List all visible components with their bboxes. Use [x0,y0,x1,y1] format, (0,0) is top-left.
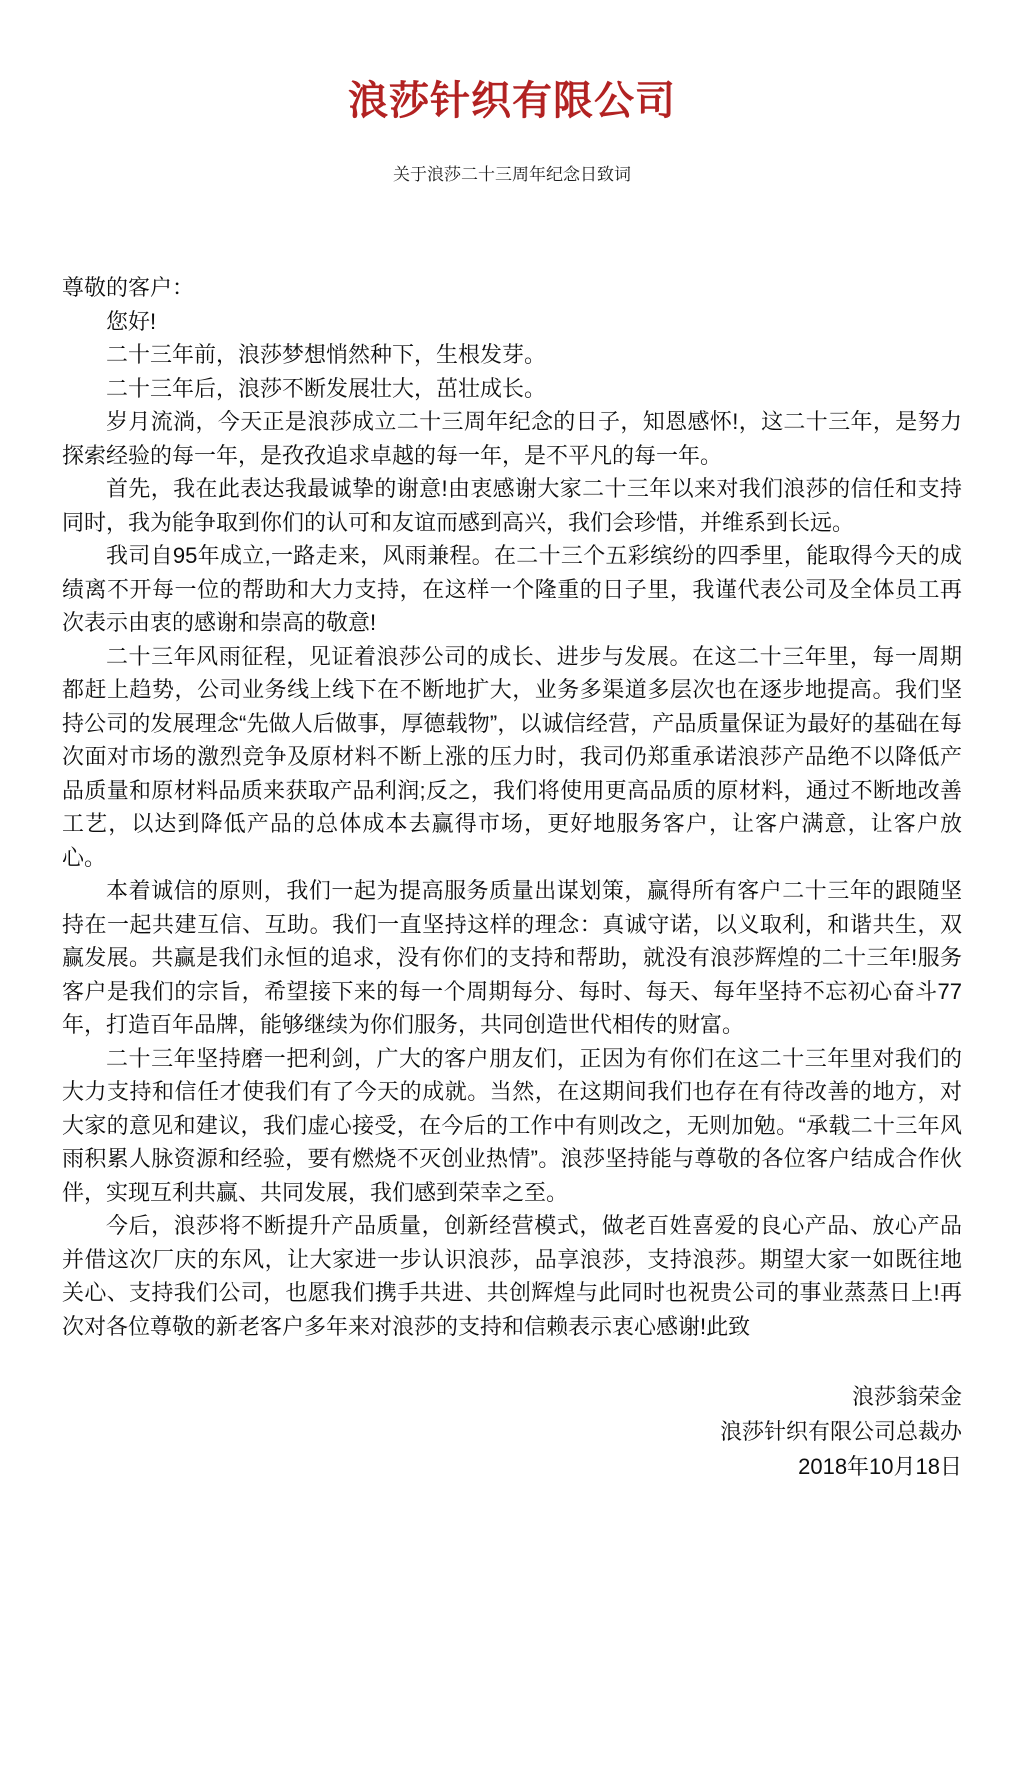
signature-name: 浪莎翁荣金 [851,1384,962,1409]
paragraph: 二十三年风雨征程，见证着浪莎公司的成长、进步与发展。在这二十三年里，每一周期都赶上趋势，公司业务线上线下在不断地扩大，业务多渠道多层次也在逐步地提高。我们坚持公司的发展理念“先做人后做事，厚德载物”，以诚信经营，产品质量保证为最好的基础在每次面对市场的激烈竞争及原材料不断上涨的压力时，我司仍郑重承诺浪莎产品绝不以降低产品质量和原材料品质来获取产品利润;反之，我们将使用更高品质的原材料，通过不断地改善工艺，以达到降低产品的总体成本去赢得市场，更好地服务客户，让客户满意，让客户放心。 [62,643,962,870]
paragraph: 岁月流淌，今天正是浪莎成立二十三周年纪念的日子，知恩感怀!，这二十三年，是努力探索经验的每一年，是孜孜追求卓越的每一年，是不平凡的每一年。 [62,409,962,468]
page-title: 浪莎针织有限公司 [348,79,676,123]
salutation: 尊敬的客户： [62,275,195,300]
paragraph: 二十三年后，浪莎不断发展壮大，茁壮成长。 [106,375,547,401]
signature-date: 2018年10月18日 [798,1454,962,1479]
signature-department: 浪莎针织有限公司总裁办 [719,1419,962,1444]
letter-body [62,271,962,1343]
paragraph: 二十三年前，浪莎梦想悄然种下，生根发芽。 [106,342,547,367]
paragraph-greeting: 您好! [106,308,157,334]
page-subtitle: 关于浪莎二十三周年纪念日致词 [393,165,631,184]
paragraph: 二十三年坚持磨一把利剑，广大的客户朋友们，正因为有你们在这二十三年里对我们的大力支持和信任才使我们有了今天的成就。当然，在这期间我们也存在有待改善的地方，对大家的意见和建议，我们虚心接受，在今后的工作中有则改之，无则加勉。“承载二十三年风雨积累人脉资源和经验，要有燃烧不灭创业热情”。浪莎坚持能与尊敬的各位客户结成合作伙伴，实现互利共赢、共同发展，我们感到荣幸之至。 [62,1045,962,1205]
paragraph: 今后，浪莎将不断提升产品质量，创新经营模式，做老百姓喜爱的良心产品、放心产品并借这次厂庆的东风，让大家进一步认识浪莎，品享浪莎，支持浪莎。期望大家一如既往地关心、支持我们公司，也愿我们携手共进、共创辉煌与此同时也祝贵公司的事业蒸蒸日上!再次对各位尊敬的新老客户多年来对浪莎的支持和信赖表示衷心感谢!此致 [62,1213,962,1339]
paragraph: 我司自95年成立,一路走来，风雨兼程。在二十三个五彩缤纷的四季里，能取得今天的成绩离不开每一位的帮助和大力支持，在这样一个隆重的日子里，我谨代表公司及全体员工再次表示由衷的感谢和崇高的敬意! [62,543,962,635]
paragraph: 首先，我在此表达我最诚挚的谢意!由衷感谢大家二十三年以来对我们浪莎的信任和支持同时，我为能争取到你们的认可和友谊而感到高兴，我们会珍惜，并维系到长远。 [62,476,962,535]
paragraph: 本着诚信的原则，我们一起为提高服务质量出谋划策，赢得所有客户二十三年的跟随坚持在一起共建互信、互助。我们一直坚持这样的理念：真诚守诺，以义取利，和谐共生，双赢发展。共赢是我们永恒的追求，没有你们的支持和帮助，就没有浪莎辉煌的二十三年!服务客户是我们的宗旨，希望接下来的每一个周期每分、每时、每天、每年坚持不忘初心奋斗77年，打造百年品牌，能够继续为你们服务，共同创造世代相传的财富。 [62,878,962,1037]
signature-block [62,1379,962,1484]
